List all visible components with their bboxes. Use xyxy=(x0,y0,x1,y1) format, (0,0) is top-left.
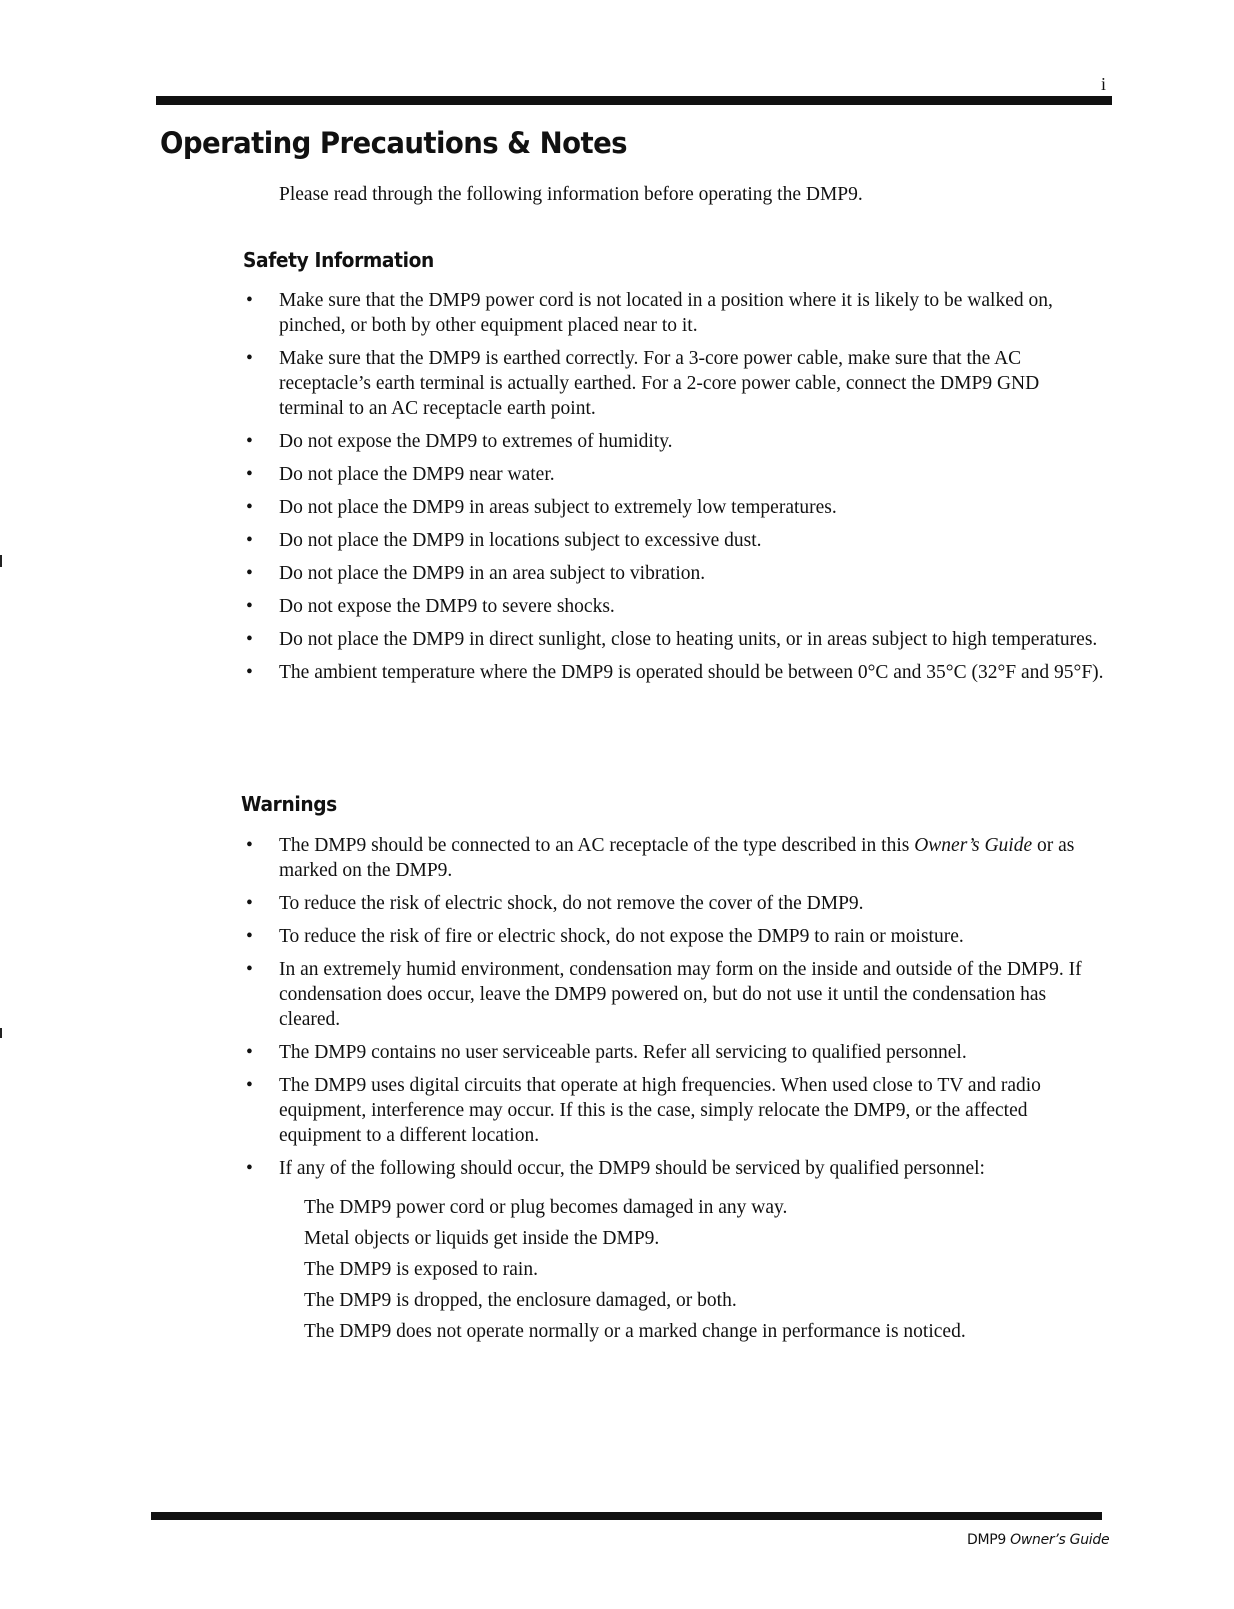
list-item: • The ambient temperature where the DMP9 is operated should be between 0°C and 35°C (32°F and 95°F). xyxy=(246,660,1106,685)
list-item: • The DMP9 contains no user serviceable parts. Refer all servicing to qualified personnel. xyxy=(246,1040,1106,1065)
service-conditions xyxy=(274,1195,966,1350)
condition-item: The DMP9 is exposed to rain. xyxy=(304,1259,538,1280)
list-item-text: or as marked on the DMP9. xyxy=(279,835,1075,881)
list-item: • The DMP9 uses digital circuits that operate at high frequencies. When used close to TV and radio equipment, interference may occur. If this is the case, simply relocate the DMP9, or the affected equipment to a different location. xyxy=(246,1073,1106,1148)
page-number: i xyxy=(1101,74,1107,94)
list-item: • To reduce the risk of electric shock, do not remove the cover of the DMP9. xyxy=(246,891,1106,916)
condition-item: The DMP9 does not operate normally or a marked change in performance is noticed. xyxy=(304,1321,966,1342)
list-item: • Make sure that the DMP9 is earthed correctly. For a 3-core power cable, make sure that the AC receptacle’s earth terminal is actually earthed. For a 2-core power cable, connect the DMP9 GND terminal to an AC receptacle earth point. xyxy=(246,346,1106,421)
condition-item: The DMP9 power cord or plug becomes damaged in any way. xyxy=(304,1197,788,1218)
footer xyxy=(967,1532,1109,1548)
footer-model: DMP9 xyxy=(967,1532,1007,1548)
safety-list xyxy=(246,288,1106,693)
list-item: • Make sure that the DMP9 power cord is not located in a position where it is likely to be walked on, pinched, or both by other equipment placed near to it. xyxy=(246,288,1106,338)
list-item-text: The DMP9 should be connected to an AC receptacle of the type described in this xyxy=(279,835,915,856)
footer-rule xyxy=(151,1512,1102,1520)
guide-title-emphasis: Owner’s Guide xyxy=(914,835,1033,856)
list-item: • Do not place the DMP9 in locations subject to excessive dust. xyxy=(246,528,1106,553)
scan-mark xyxy=(0,555,2,567)
page-title: Operating Precautions & Notes xyxy=(160,126,628,160)
footer-guide: Owner’s Guide xyxy=(1010,1532,1110,1548)
list-item: • Do not place the DMP9 in direct sunlight, close to heating units, or in areas subject to high temperatures. xyxy=(246,627,1106,652)
list-item: • Do not expose the DMP9 to severe shocks. xyxy=(246,594,1106,619)
list-item: • Do not place the DMP9 in an area subject to vibration. xyxy=(246,561,1106,586)
condition-item: The DMP9 is dropped, the enclosure damaged, or both. xyxy=(304,1290,737,1311)
list-item: • In an extremely humid environment, condensation may form on the inside and outside of the DMP9. If condensation does occur, leave the DMP9 powered on, but do not use it until the condensation has cleared. xyxy=(246,957,1106,1032)
list-item xyxy=(246,833,1106,883)
section-heading-safety: Safety Information xyxy=(243,248,434,272)
list-item: • If any of the following should occur, the DMP9 should be serviced by qualified personnel: xyxy=(246,1156,1106,1181)
header-rule xyxy=(156,96,1112,105)
list-item: • Do not place the DMP9 in areas subject to extremely low temperatures. xyxy=(246,495,1106,520)
list-item: • Do not place the DMP9 near water. xyxy=(246,462,1106,487)
scan-mark xyxy=(0,1028,2,1038)
list-item: • To reduce the risk of fire or electric shock, do not expose the DMP9 to rain or moisture. xyxy=(246,924,1106,949)
section-heading-warnings: Warnings xyxy=(241,792,337,816)
intro-text: Please read through the following information before operating the DMP9. xyxy=(279,184,863,205)
warnings-list xyxy=(246,833,1106,1189)
condition-item: Metal objects or liquids get inside the DMP9. xyxy=(304,1228,660,1249)
list-item: • Do not expose the DMP9 to extremes of humidity. xyxy=(246,429,1106,454)
